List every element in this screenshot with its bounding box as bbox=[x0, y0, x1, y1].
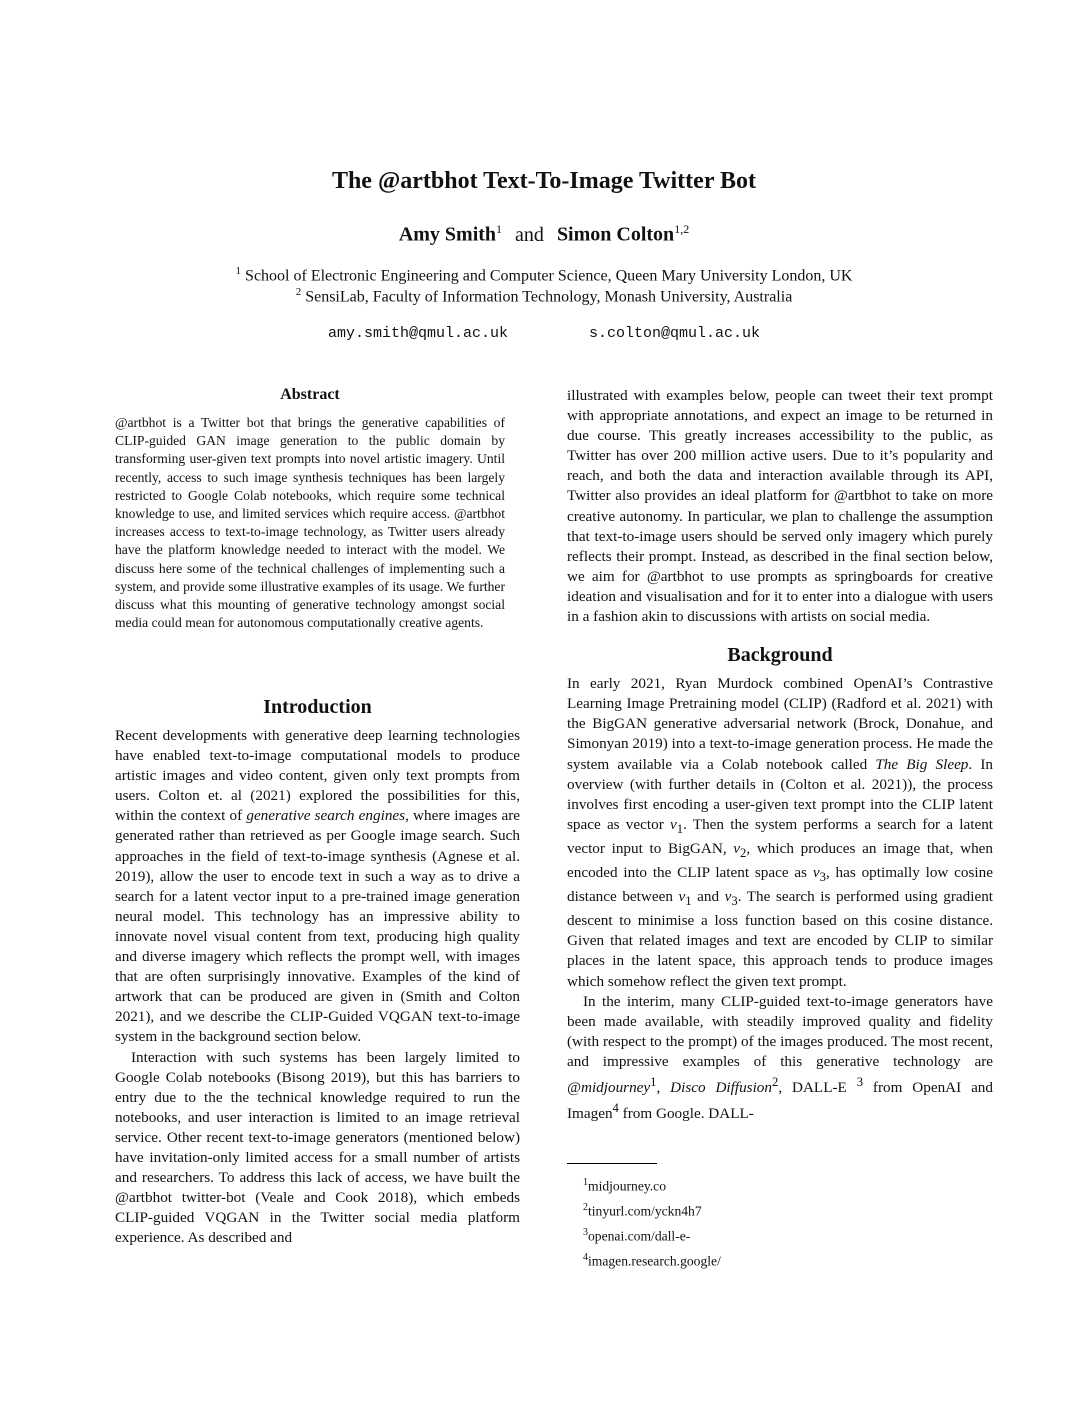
author-affil-mark: 1,2 bbox=[674, 222, 690, 236]
section-heading-introduction: Introduction bbox=[263, 696, 372, 718]
left-column bbox=[115, 696, 520, 1248]
paper-title: The @artbhot Text-To-Image Twitter Bot bbox=[331, 168, 757, 194]
right-column bbox=[567, 386, 993, 1124]
affiliation-text: School of Electronic Engineering and Computer Science, Queen Mary University London, UK bbox=[245, 267, 853, 285]
author-name: Amy Smith bbox=[398, 223, 497, 246]
affiliation bbox=[0, 265, 1088, 285]
email-line bbox=[0, 325, 1088, 342]
affiliation-mark: 1 bbox=[235, 265, 242, 277]
affiliation bbox=[0, 286, 1088, 306]
email-address[interactable]: amy.smith@qmul.ac.uk bbox=[327, 325, 508, 342]
abstract-body bbox=[115, 414, 505, 632]
author-line bbox=[0, 222, 1088, 247]
section-heading-background: Background bbox=[727, 644, 833, 667]
abstract-heading: Abstract bbox=[280, 386, 340, 403]
abstract-paragraph: @artbhot is a Twitter bot that brings the generative capabilities of CLIP-guided GAN image generation to the public domain by transforming user-given text prompts into novel artistic imagery. Until recently, access to such image synthesis techniques has been largely restricted to Google Colab notebooks, which require some technical knowledge to use, and limited services which require access. @artbhot increases access to text-to-image technology, as Twitter users already have the platform knowledge needed to interact with the model. We discuss here some of the technical challenges of implementing such a system, and provide some illustrative examples of its usage. We further discuss what this mounting of generative technology amongst social media could mean for autonomous computationally creative agents. bbox=[115, 415, 505, 631]
email-address[interactable]: s.colton@qmul.ac.uk bbox=[589, 325, 761, 342]
footnote[interactable]: $^4$imagen.research.google/ bbox=[583, 1252, 721, 1269]
footnote[interactable]: $^1$midjourney.co bbox=[583, 1177, 667, 1194]
affiliation-text: SensiLab, Faculty of Information Technology, Monash University, Australia bbox=[305, 288, 793, 306]
footnote[interactable]: $^3$openai.com/dall-e- bbox=[583, 1227, 691, 1244]
footnotes bbox=[583, 1172, 983, 1272]
affiliation-mark: 2 bbox=[295, 286, 302, 298]
author-affil-mark: 1 bbox=[496, 222, 503, 236]
background-paragraph: In early 2021, Ryan Murdock combined OpenAI’s Contrastive Learning Image Pretraining model (CLIP) (Radford et al. 2021) with the BigGAN generative adversarial network (Brock, Donahue, and Simonyan 2019) into a text-to-image generation process. He made the system available via a Colab notebook called The Big Sleep. In overview (with further details in (Colton et al. 2021)), the process involves first encoding a user-given text prompt into the CLIP latent space as vector $v_1$. Then the system performs a search for a latent vector input to BigGAN, $v_2$, which produces an image that, when encoded into the CLIP latent space as $v_3$, has optimally low cosine distance between $v_1$ and $v_3$. The search is performed using gradient descent to minimise a loss function based on this cosine distance. Given that related images and text are encoded by CLIP to similar places in the latent space, this approach tends to produce images which somehow reflect the given text prompt. bbox=[567, 675, 994, 990]
author-name: Simon Colton bbox=[556, 223, 675, 246]
background-paragraph: In the interim, many CLIP-guided text-to-image generators have been made available, with steadily improved quality and fidelity (with respect to the prompt) of the images produced. The most recent, and impressive examples of this generative technology are @midjourney$^1$, Disco Diffusion$^2$, DALL-E $^3$ from OpenAI and Imagen$^4$ from Google. DALL- bbox=[567, 992, 993, 1123]
intro-paragraph: Interaction with such systems has been largely limited to Google Colab notebooks (Bisong 2019), but this has barriers to entry due to the the technical knowledge required to run the notebooks, and user interaction is limited to an image retrieval service. Other recent text-to-image generators (mentioned below) have invitation-only limited access for a small number of artists and researchers. To address this lack of access, we have built the @artbhot twitter-bot (Veale and Cook 2018), which embeds CLIP-guided VQGAN in the Twitter social media platform experience. As described and bbox=[115, 1048, 520, 1247]
footnote[interactable]: $^2$tinyurl.com/yckn4h7 bbox=[583, 1202, 702, 1219]
intro-paragraph: Recent developments with generative deep learning technologies have enabled text-to-image computational models to produce artistic images and video content, given only text prompts from users. Colton et. al (2021) explored the possibilities for this, within the context of generative search engines, where images are generated rather than retrieved as per Google image search. Such approaches in the field of text-to-image synthesis (Agnese et al. 2019), allow the user to encode text in such a way as to drive a search for a latent vector input to a pre-trained image generation neural model. This technology has an impressive ability to innovate novel visual content from text, producing high quality and diverse imagery which reflects the prompt well, with images that are often surprisingly innovative. Examples of the kind of artwork that can be produced are given in (Smith and Colton 2021), and we describe the CLIP-Guided VQGAN text-to-image system in the background section below. bbox=[115, 727, 520, 1046]
intro-paragraph-continued: illustrated with examples below, people can tweet their text prompt with appropriate annotations, and expect an image to be returned in due course. This greatly increases accessibility to the public, as Twitter has over 200 million active users. Due to it’s popularity and reach, and both the data and interaction available through its API, Twitter also provides an ideal platform for @artbhot to take on more creative autonomy. In particular, we plan to challenge the assumption that text-to-image users should be served only imagery which purely reflects their prompt. Instead, as described in the final section below, we aim for @artbhot to use prompts as springboards for creative ideation and visualisation and for it to enter into a dialogue with users in a fashion akin to discussions with artists on social media. bbox=[567, 387, 993, 626]
author-conjunction: and bbox=[515, 223, 544, 246]
footnote-divider bbox=[567, 1163, 657, 1164]
